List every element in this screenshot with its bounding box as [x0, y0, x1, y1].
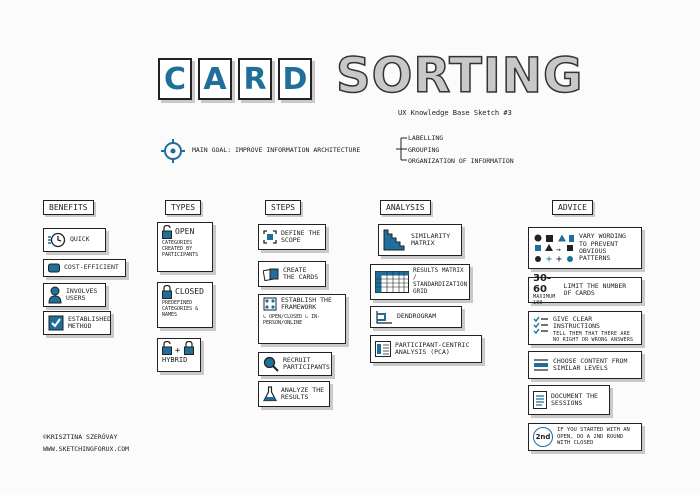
target-icon: [160, 138, 186, 164]
magnifier-user-icon: [263, 356, 279, 372]
analysis-label: SIMILARITY MATRIX: [411, 231, 451, 247]
analysis-label: DENDROGRAM: [397, 312, 437, 321]
analysis-results-matrix: [370, 264, 470, 300]
type-closed: [157, 282, 213, 328]
analysis-similarity-matrix: [378, 224, 462, 256]
step-label: CREATE THE CARDS: [283, 265, 319, 281]
step-analyze-results: [258, 381, 330, 407]
advice-document-sessions: [528, 385, 610, 415]
clock-icon: [48, 232, 66, 248]
type-hybrid-title: HYBRID: [162, 356, 188, 364]
advice-sub: TELL THEM THAT THERE ARE NO RIGHT OR WRONG ANSWERS: [553, 330, 634, 343]
step-establish-framework: [258, 294, 346, 344]
step-create-cards: [258, 261, 326, 287]
staircase-matrix-icon: [383, 229, 407, 251]
checkmark-icon: [48, 315, 64, 331]
advice-similar-levels: [528, 351, 642, 379]
benefit-quick: [43, 228, 106, 252]
open-lock-icon: [162, 225, 172, 239]
step-framework-sub: ↳ OPEN/CLOSED ↳ IN-PERSON/ONLINE: [263, 313, 321, 326]
advice-label: CHOOSE CONTENT FROM SIMILAR LEVELS: [553, 356, 628, 372]
document-icon: [375, 341, 391, 357]
hybrid-locks-icon: [162, 341, 194, 355]
flask-icon: [263, 386, 277, 402]
advice-second-round: [528, 423, 642, 451]
benefit-involves-users: [43, 283, 106, 307]
cards-icon: [263, 267, 279, 281]
benefits-header: BENEFITS: [43, 200, 94, 215]
benefit-label: INVOLVES USERS: [66, 286, 98, 302]
advice-label: IF YOU STARTED WITH AN OPEN, DO A 2ND ROUND WITH CLOSED: [557, 427, 630, 447]
advice-limit-cards: [528, 273, 642, 306]
goal-brace: [395, 130, 409, 166]
analysis-header: ANALYSIS: [380, 200, 431, 215]
card-count-range: 30-60: [533, 273, 552, 296]
types-header: TYPES: [165, 200, 201, 215]
advice-label: LIMIT THE NUMBER OF CARDS: [563, 281, 627, 297]
dendrogram-icon: [375, 310, 393, 324]
benefit-cost-efficient: [43, 259, 126, 277]
main-goal-label: MAIN GOAL: IMPROVE INFORMATION ARCHITECTURE: [192, 146, 361, 154]
analysis-participant-centric: [370, 335, 482, 363]
advice-label: DOCUMENT THE SESSIONS: [551, 391, 598, 407]
type-closed-desc: PREDEFINED CATEGORIES & NAMES: [162, 300, 199, 318]
step-recruit-participants: [258, 352, 332, 376]
svg-text:→: →: [556, 245, 561, 254]
footer-author: ©KRISZTINA SZERÓVAY: [43, 433, 118, 441]
advice-label: GIVE CLEAR INSTRUCTIONS: [553, 315, 600, 331]
step-label: ESTABLISH THE FRAMEWORK: [281, 296, 332, 312]
type-open-desc: CATEGORIES CREATED BY PARTICIPANTS: [162, 240, 199, 258]
svg-text:+: +: [175, 346, 181, 355]
checklist-icon: [533, 316, 549, 334]
second-badge-icon: [533, 427, 553, 447]
analysis-label: RESULTS MATRIX / STANDARDIZATION GRID: [413, 267, 468, 295]
shapes-pattern-icon: [533, 233, 575, 263]
title-letter-r: R: [238, 58, 272, 100]
benefit-label: ESTABLISHED METHOD: [68, 314, 112, 330]
advice-label: VARY WORDING TO PREVENT OBVIOUS PATTERNS: [579, 232, 626, 263]
notes-icon: [533, 391, 547, 409]
type-open: [157, 222, 213, 272]
step-define-scope: [258, 224, 326, 250]
step-label: ANALYZE THE RESULTS: [281, 385, 325, 401]
benefit-label: COST-EFFICIENT: [64, 263, 119, 272]
title-letter-d: D: [278, 58, 312, 100]
footer-site[interactable]: WWW.SKETCHINGFORUX.COM: [43, 445, 130, 453]
title-sorting: SORTING: [336, 48, 584, 104]
levels-icon: [533, 357, 549, 373]
closed-lock-icon: [162, 285, 172, 299]
benefit-label: QUICK: [70, 235, 90, 244]
goal-item-labelling: LABELLING: [408, 134, 444, 142]
card-count-max: MAXIMUM 100: [533, 294, 556, 306]
analysis-label: PARTICIPANT-CENTRIC ANALYSIS (PCA): [395, 340, 470, 356]
coin-icon: [48, 263, 60, 273]
svg-text:+: +: [546, 254, 553, 263]
advice-clear-instructions: [528, 311, 642, 345]
analysis-dendrogram: [370, 306, 462, 328]
card-count-badge: [533, 273, 560, 307]
title-letter-c: C: [158, 58, 192, 100]
title-letter-a: A: [198, 58, 232, 100]
svg-text:+: +: [556, 254, 563, 263]
user-icon: [48, 286, 62, 304]
step-label: DEFINE THE SCOPE: [281, 228, 321, 244]
advice-header: ADVICE: [552, 200, 593, 215]
type-closed-title: CLOSED: [175, 287, 204, 297]
benefit-established-method: [43, 311, 111, 335]
steps-header: STEPS: [265, 200, 301, 215]
advice-vary-wording: [528, 227, 642, 269]
subtitle: UX Knowledge Base Sketch #3: [398, 109, 512, 117]
goal-item-grouping: GROUPING: [408, 146, 440, 154]
goal-item-organization: ORGANIZATION OF INFORMATION: [408, 157, 514, 165]
grid-table-icon: [375, 271, 409, 293]
framework-grid-icon: [263, 297, 277, 311]
step-label: RECRUIT PARTICIPANTS: [283, 355, 330, 371]
scope-frame-icon: [263, 230, 277, 244]
type-hybrid: [157, 338, 201, 372]
type-open-title: OPEN: [175, 227, 195, 237]
second-badge-text: 2nd: [535, 433, 551, 441]
